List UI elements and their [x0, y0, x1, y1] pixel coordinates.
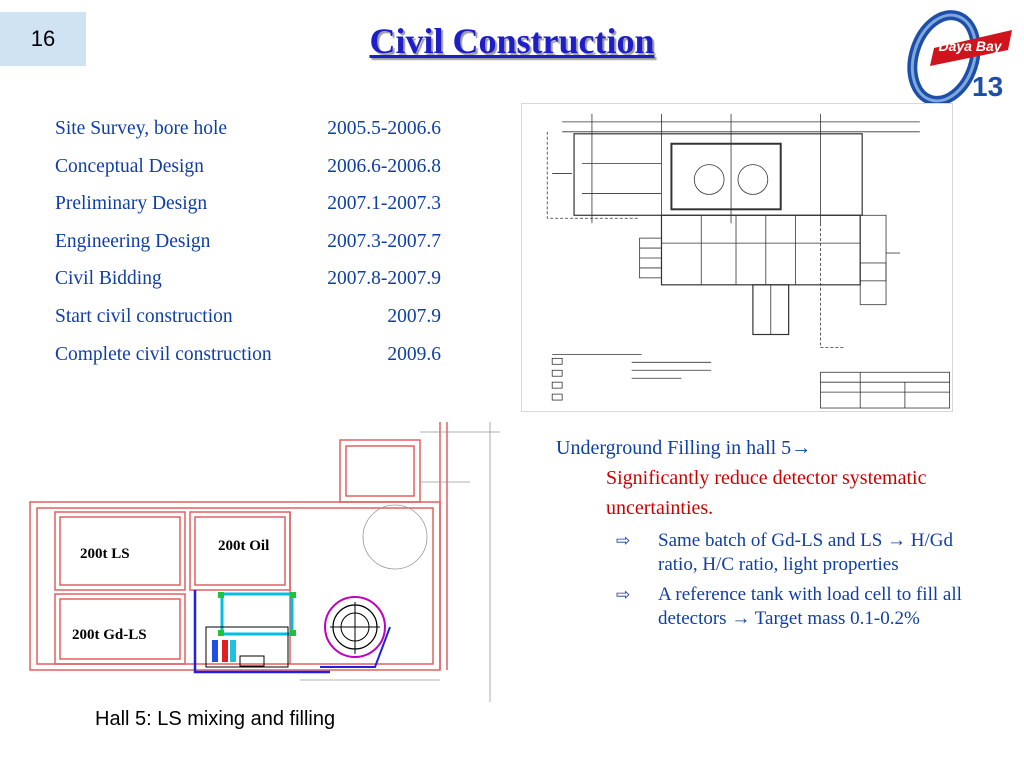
logo-text: Daya Bay: [938, 38, 1002, 54]
schedule-row: [55, 306, 455, 344]
schedule-label: Conceptual Design: [55, 155, 204, 177]
filling-subheading: Significantly reduce detector systematic uncertainties.: [606, 467, 927, 519]
schedule-row: [55, 156, 455, 194]
schedule-date: 2005.5-2006.6: [327, 118, 441, 139]
schedule-label: Complete civil construction: [55, 343, 272, 365]
arrow-right-icon: →: [791, 437, 812, 459]
tank-label-ls: 200t LS: [80, 546, 130, 562]
filling-heading: Underground Filling in hall 5→: [556, 437, 812, 459]
schedule-date: 2007.8-2007.9: [327, 268, 441, 290]
schedule-date: 2007.3-2007.7: [327, 230, 441, 252]
arrow-bullet-icon: ⇨: [616, 585, 631, 604]
daya-bay-logo: [894, 6, 1018, 106]
schedule-date: 2006.6-2006.8: [327, 155, 441, 177]
schedule-row: [55, 231, 455, 269]
schedule-row: [55, 344, 455, 382]
tank-label-oil: 200t Oil: [218, 538, 270, 554]
schedule-label: Start civil construction: [55, 305, 233, 327]
floor-plan-drawing: [521, 103, 953, 412]
list-item: [556, 583, 996, 631]
tank-label-gdls: 200t Gd-LS: [72, 627, 147, 643]
schedule-label: Preliminary Design: [55, 193, 208, 215]
bullet-text: A reference tank with load cell to fill all detectors → Target mass 0.1-0.2%: [658, 584, 962, 629]
logo-sub: 13: [972, 71, 1004, 102]
schedule-label: Engineering Design: [55, 230, 211, 252]
filling-section: [556, 433, 996, 631]
schedule-row: [55, 118, 455, 156]
bullet-text: Same batch of Gd-LS and LS → H/Gd ratio, H/C ratio, light properties: [658, 530, 953, 575]
schedule-row: [55, 193, 455, 231]
arrow-bullet-icon: ⇨: [616, 531, 631, 550]
schedule-list: [55, 118, 455, 381]
slide-number: 16: [0, 12, 86, 66]
schedule-date: 2007.1-2007.3: [327, 193, 441, 215]
schedule-row: [55, 268, 455, 306]
hall-caption: Hall 5: LS mixing and filling: [95, 708, 336, 730]
list-item: [556, 529, 996, 577]
slide-title: Civil Construction: [369, 21, 655, 61]
schedule-label: Civil Bidding: [55, 268, 162, 290]
schedule-label: Site Survey, bore hole: [55, 118, 228, 139]
schedule-date: 2007.9: [387, 305, 441, 327]
schedule-date: 2009.6: [387, 343, 441, 365]
